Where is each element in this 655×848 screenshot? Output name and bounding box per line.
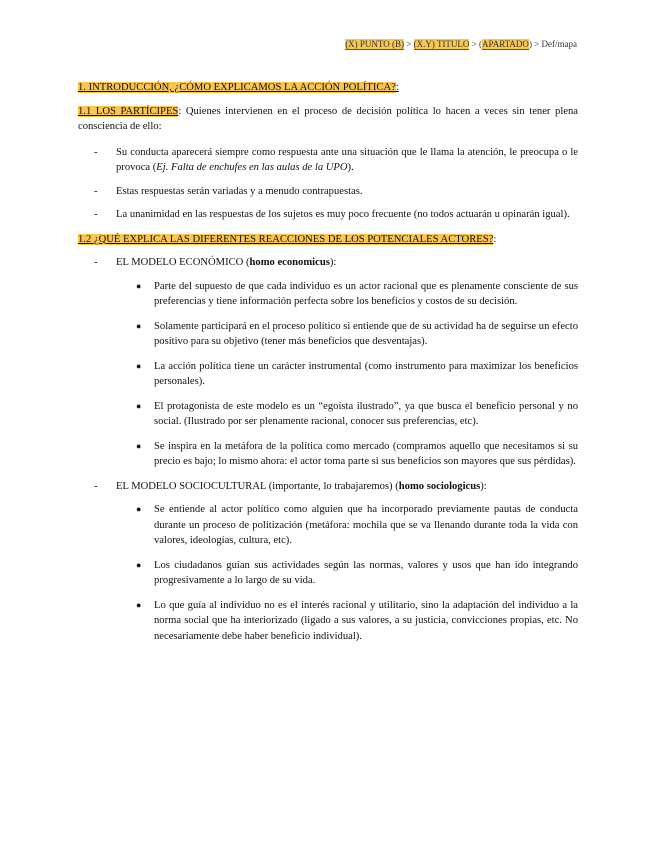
header-separator: > bbox=[404, 39, 414, 49]
document-body bbox=[78, 80, 578, 653]
dash-item-text-part: ). bbox=[347, 162, 354, 173]
header-punto: (X) PUNTO (B) bbox=[345, 39, 405, 49]
bullet-item bbox=[136, 399, 578, 430]
section-heading-text: 1. INTRODUCCIÓN, ¿CÓMO EXPLICAMOS LA ACCIÓN POLÍTICA? bbox=[78, 82, 396, 93]
dash-item-text-part: Su conducta aparecerá siempre como respuesta ante una situación que le llama la atención, le preocupa o le provoca ( bbox=[116, 146, 578, 173]
subsection-1-2-heading bbox=[78, 232, 578, 248]
dash-list-item bbox=[78, 184, 578, 200]
bullet-dot-icon: ● bbox=[136, 559, 142, 570]
model-title-part: ): bbox=[480, 480, 487, 492]
bullet-text: Parte del supuesto de que cada individuo es un actor racional que es plenamente consciente de sus preferencias y tiene información perfecta sobre los beneficios y costos de su decisión. bbox=[154, 280, 578, 307]
homo-sociologicus-term: homo sociologicus bbox=[398, 480, 481, 492]
model-economic-item bbox=[78, 255, 578, 271]
dash-marker: - bbox=[94, 185, 98, 197]
bullet-item bbox=[136, 279, 578, 310]
header-separator: ) > Def/mapa bbox=[528, 39, 577, 49]
dash-list-item bbox=[78, 207, 578, 223]
dash-marker: - bbox=[94, 146, 98, 158]
model-economic-title bbox=[116, 255, 578, 271]
example-italic: Ej. Falta de enchufes en las aulas de la UPO bbox=[156, 162, 348, 173]
subsection-1-1-label: 1.1 LOS PARTÍCIPES bbox=[78, 105, 179, 117]
bullet-item bbox=[136, 558, 578, 589]
subsection-1-2-label: 1.2 ¿QUÉ EXPLICA LAS DIFERENTES REACCIONES DE LOS POTENCIALES ACTORES? bbox=[78, 233, 494, 245]
bullet-text: Solamente participará en el proceso político si entiende que de su actividad ha de seguirse un efecto positivo para su objetivo (tener más beneficios que desventajas). bbox=[154, 320, 578, 347]
bullet-text: El protagonista de este modelo es un “egoísta ilustrado”, ya que busca el beneficio personal y no social. (Ilustrado por ser plenamente racional, conocer sus preferencias, etc). bbox=[154, 400, 578, 427]
model-sociocultural-title bbox=[116, 479, 578, 495]
header-separator: > ( bbox=[469, 39, 483, 49]
bullet-item bbox=[136, 319, 578, 350]
bullet-dot-icon: ● bbox=[136, 280, 142, 291]
economic-bullet-list bbox=[136, 279, 578, 470]
breadcrumb-header bbox=[345, 37, 577, 53]
subsection-1-2-suffix: : bbox=[493, 233, 497, 245]
dash-list-item bbox=[78, 145, 578, 176]
model-sociocultural-item bbox=[78, 479, 578, 495]
bullet-item bbox=[136, 359, 578, 390]
bullet-text: La acción política tiene un carácter instrumental (como instrumento para maximizar los beneficios personales). bbox=[154, 360, 578, 387]
bullet-dot-icon: ● bbox=[136, 320, 142, 331]
bullet-text: Los ciudadanos guían sus actividades según las normas, valores y usos que han ido integrando progresivamente a lo largo de su vida. bbox=[154, 559, 578, 586]
bullet-item bbox=[136, 502, 578, 549]
header-titulo: (X.Y) TITULO bbox=[413, 39, 470, 49]
subsection-1-1-paragraph bbox=[78, 104, 578, 135]
bullet-item bbox=[136, 598, 578, 645]
homo-economicus-term: homo economicus bbox=[249, 257, 330, 268]
bullet-text: Lo que guía al individuo no es el interés racional y utilitario, sino la adaptación del individuo a la norma social que ha interiorizado (ligado a sus valores, a su justicia, convicciones propias, etc. No necesariamente debe haber beneficio individual). bbox=[154, 599, 578, 642]
dash-marker: - bbox=[94, 257, 98, 268]
dash-marker: - bbox=[94, 480, 98, 492]
model-title-part: EL MODELO ECONÓMICO ( bbox=[116, 257, 250, 268]
bullet-dot-icon: ● bbox=[136, 504, 142, 514]
bullet-dot-icon: ● bbox=[136, 599, 142, 610]
bullet-text: Se inspira en la metáfora de la política como mercado (compramos aquello que necesitamos si su precio es bajo; lo mismo ahora: el actor toma parte si sus beneficios son mayores que sus pérdidas). bbox=[154, 440, 578, 467]
dash-item-text bbox=[116, 145, 578, 176]
model-title-part: ): bbox=[329, 257, 337, 268]
bullet-dot-icon: ● bbox=[136, 440, 142, 451]
dash-item-text: Estas respuestas serán variadas y a menudo contrapuestas. bbox=[116, 185, 363, 197]
bullet-dot-icon: ● bbox=[136, 360, 142, 371]
header-apartado: APARTADO bbox=[482, 39, 529, 49]
dash-marker: - bbox=[94, 209, 98, 220]
bullet-item bbox=[136, 439, 578, 470]
section-heading bbox=[78, 80, 578, 96]
dash-item-text: La unanimidad en las respuestas de los sujetos es muy poco frecuente (no todos actuarán u opinarán igual). bbox=[116, 209, 570, 220]
bullet-dot-icon: ● bbox=[136, 400, 142, 411]
section-heading-suffix: : bbox=[395, 82, 399, 93]
sociocultural-bullet-list bbox=[136, 502, 578, 644]
subsection-1-1-text: : Quienes intervienen en el proceso de decisión política lo hacen a veces sin tener plena consciencia de ello: bbox=[78, 105, 578, 132]
bullet-text: Se entiende al actor político como alguien que ha incorporado previamente pautas de conducta durante un proceso de politización (metáfora: mochila que se va llenando durante toda la vida con valores, ideologías, cultura, etc). bbox=[154, 504, 578, 546]
model-title-part: EL MODELO SOCIOCULTURAL (importante, lo trabajaremos) ( bbox=[116, 480, 399, 492]
